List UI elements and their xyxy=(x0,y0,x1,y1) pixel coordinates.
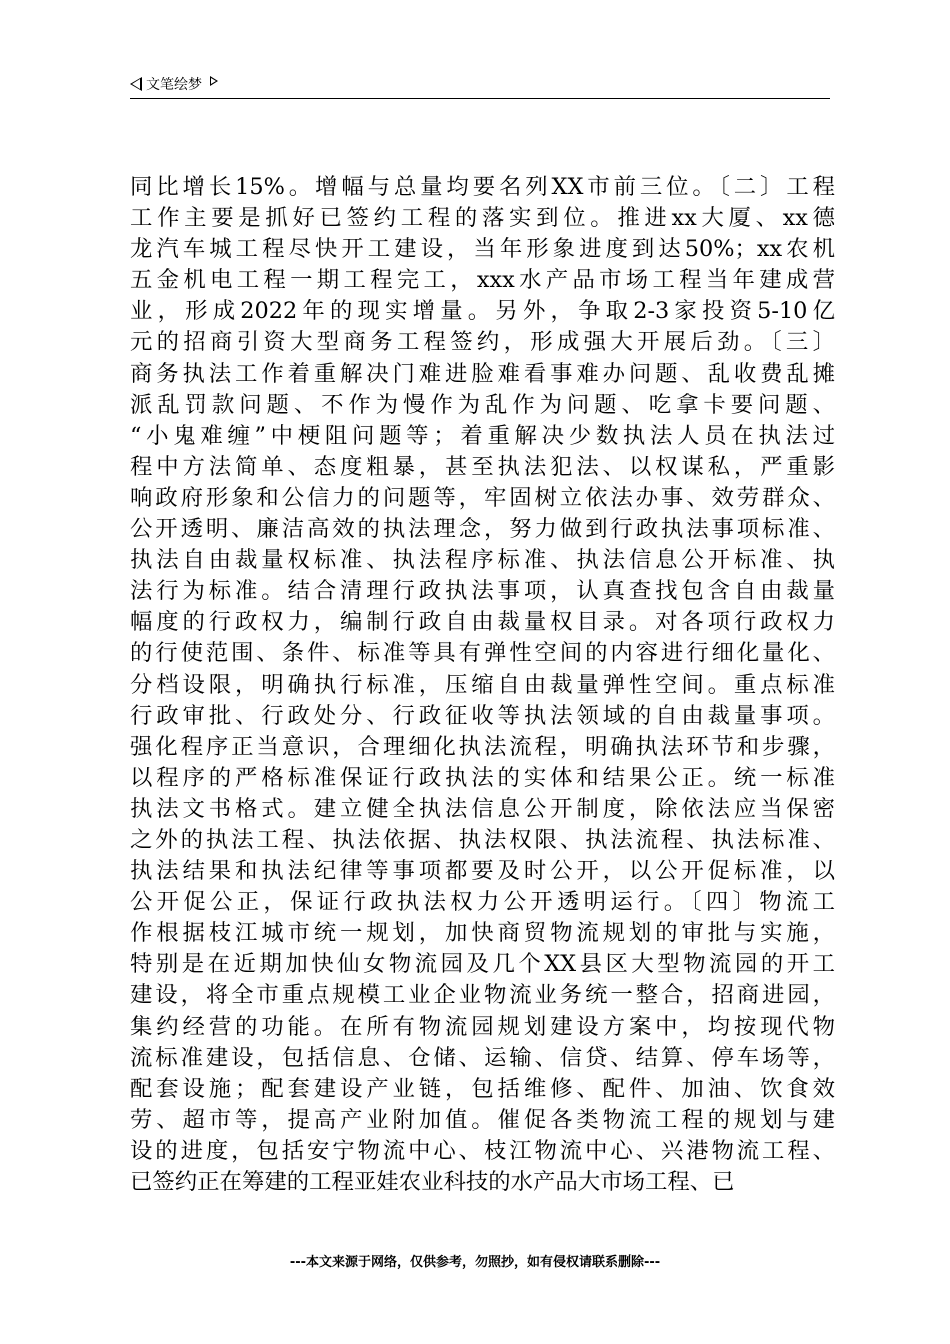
body-line: 龙汽车城工程尽快开工建设，当年形象进度到达50%；xx农机 xyxy=(130,236,835,263)
body-line: 劳、超市等，提高产业附加值。催促各类物流工程的规划与建 xyxy=(130,1106,835,1133)
body-line: 派乱罚款问题、不作为慢作为乱作为问题、吃拿卡要问题、 xyxy=(130,391,835,418)
body-line: 同比增长15%。增幅与总量均要名列XX市前三位。〔二〕工程 xyxy=(130,174,835,200)
body-line: 业，形成2022年的现实增量。另外，争取2-3家投资5-10亿 xyxy=(130,298,835,325)
body-line: 已签约正在筹建的工程亚娃农业科技的水产品大市场工程、已 xyxy=(130,1169,735,1195)
body-line: 执法自由裁量权标准、执法程序标准、执法信息公开标准、执 xyxy=(130,547,835,574)
body-line: 五金机电工程一期工程完工，xxx水产品市场工程当年建成营 xyxy=(130,267,835,294)
body-line: 响政府形象和公信力的问题等，牢固树立依法办事、效劳群众、 xyxy=(130,484,835,511)
body-line: 以程序的严格标准保证行政执法的实体和结果公正。统一标准 xyxy=(130,764,835,791)
body-line: 建设，将全市重点规模工业企业物流业务统一整合，招商进园， xyxy=(130,982,835,1009)
body-line: 特别是在近期加快仙女物流园及几个XX县区大型物流园的开工 xyxy=(130,951,835,978)
right-triangle-icon xyxy=(210,76,218,86)
body-line: 配套设施；配套建设产业链，包括维修、配件、加油、饮食效 xyxy=(130,1075,835,1102)
page-header xyxy=(130,72,830,99)
body-line: “小鬼难缠”中梗阻问题等；着重解决少数执法人员在执法过 xyxy=(130,422,835,449)
body-line: 工作主要是抓好已签约工程的落实到位。推进xx大厦、xx德 xyxy=(130,205,835,232)
body-line: 公开促公正，保证行政执法权力公开透明运行。〔四〕物流工 xyxy=(130,889,835,916)
body-line: 幅度的行政权力，编制行政自由裁量权目录。对各项行政权力 xyxy=(130,609,835,636)
header-brand xyxy=(130,74,218,94)
body-line: 之外的执法工程、执法依据、执法权限、执法流程、执法标准、 xyxy=(130,826,835,853)
body-line: 强化程序正当意识，合理细化执法流程，明确执法环节和步骤， xyxy=(130,733,835,760)
body-line: 设的进度，包括安宁物流中心、枝江物流中心、兴港物流工程、 xyxy=(130,1137,835,1164)
body-line: 执法结果和执法纪律等事项都要及时公开，以公开促标准，以 xyxy=(130,858,835,885)
footer-disclaimer: ---本文来源于网络，仅供参考，勿照抄，如有侵权请联系删除--- xyxy=(289,1255,661,1270)
body-line: 执法文书格式。建立健全执法信息公开制度，除依法应当保密 xyxy=(130,795,835,822)
body-line: 集约经营的功能。在所有物流园规划建设方案中，均按现代物 xyxy=(130,1013,835,1040)
body-line: 元的招商引资大型商务工程签约，形成强大开展后劲。〔三〕 xyxy=(130,329,835,356)
body-line: 作根据枝江城市统一规划，加快商贸物流规划的审批与实施， xyxy=(130,920,835,947)
body-line: 法行为标准。结合清理行政执法事项，认真查找包含自由裁量 xyxy=(130,578,835,605)
body-line: 商务执法工作着重解决门难进脸难看事难办问题、乱收费乱摊 xyxy=(130,360,835,387)
body-line: 公开透明、廉洁高效的执法理念，努力做到行政执法事项标准、 xyxy=(130,516,835,543)
body-line: 的行使范围、条件、标准等具有弹性空间的内容进行细化量化、 xyxy=(130,640,835,667)
body-line: 行政审批、行政处分、行政征收等执法领域的自由裁量事项。 xyxy=(130,702,835,729)
body-line: 程中方法简单、态度粗暴，甚至执法犯法、以权谋私，严重影 xyxy=(130,453,835,480)
document-body xyxy=(130,172,835,1198)
body-line: 分档设限，明确执行标准，压缩自由裁量弹性空间。重点标准 xyxy=(130,671,835,698)
body-line: 流标准建设，包括信息、仓储、运输、信贷、结算、停车场等， xyxy=(130,1044,835,1071)
left-triangle-icon xyxy=(130,77,142,91)
header-title: 文笔绘梦 xyxy=(146,77,202,93)
